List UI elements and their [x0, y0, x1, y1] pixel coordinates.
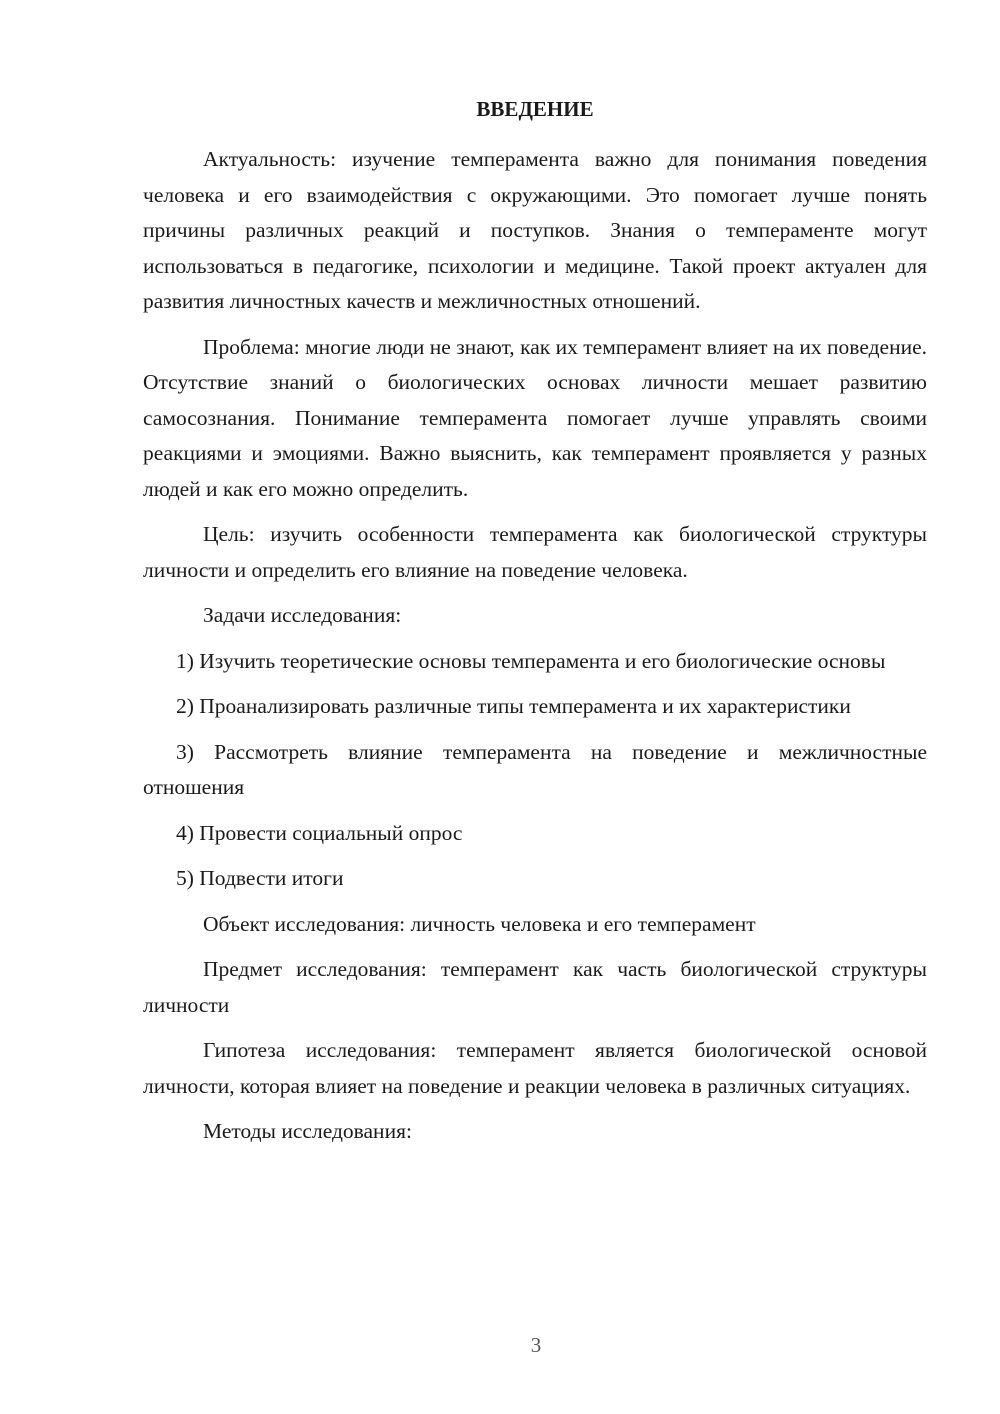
- goal-paragraph: Цель: изучить особенности темперамента как биологической структуры личности и определить его влияние на поведение человека.: [143, 522, 927, 582]
- task-item: 4) Провести социальный опрос: [176, 820, 463, 845]
- task-item: 5) Подвести итоги: [176, 866, 344, 890]
- task-item: 3) Рассмотреть влияние темперамента на поведение и межличностные отношения: [143, 739, 927, 799]
- relevance-paragraph: Актуальность: изучение темперамента важно для понимания поведения человека и его взаимодействия с окружающими. Это помогает лучше понять причины различных реакций и поступков. Знания о темпераменте могут использоваться в педагогике, психологии и медицине. Такой проект актуален для развития личностных качеств и межличностных отношений.: [143, 147, 927, 313]
- object-paragraph: Объект исследования: личность человека и его темперамент: [203, 911, 756, 936]
- document-title: ВВЕДЕНИЕ: [476, 97, 594, 121]
- subject-paragraph: Предмет исследования: темперамент как часть биологической структуры личности: [143, 957, 927, 1017]
- task-item: 2) Проанализировать различные типы темперамента и их характеристики: [176, 694, 851, 718]
- methods-heading: Методы исследования:: [203, 1119, 412, 1143]
- problem-paragraph: Проблема: многие люди не знают, как их темперамент влияет на их поведение. Отсутствие знаний о биологических основах личности мешает развитию самосознания. Понимание темперамента помогает лучше управлять своими реакциями и эмоциями. Важно выяснить, как темперамент проявляется у разных людей и как его можно определить.: [143, 334, 927, 501]
- tasks-heading: Задачи исследования:: [203, 603, 402, 627]
- task-item: 1) Изучить теоретические основы темперамента и его биологические основы: [176, 648, 886, 673]
- page-number: 3: [530, 1333, 542, 1357]
- hypothesis-paragraph: Гипотеза исследования: темперамент является биологической основой личности, которая влияет на поведение и реакции человека в различных ситуациях.: [143, 1038, 927, 1098]
- document-page: [143, 92, 927, 1158]
